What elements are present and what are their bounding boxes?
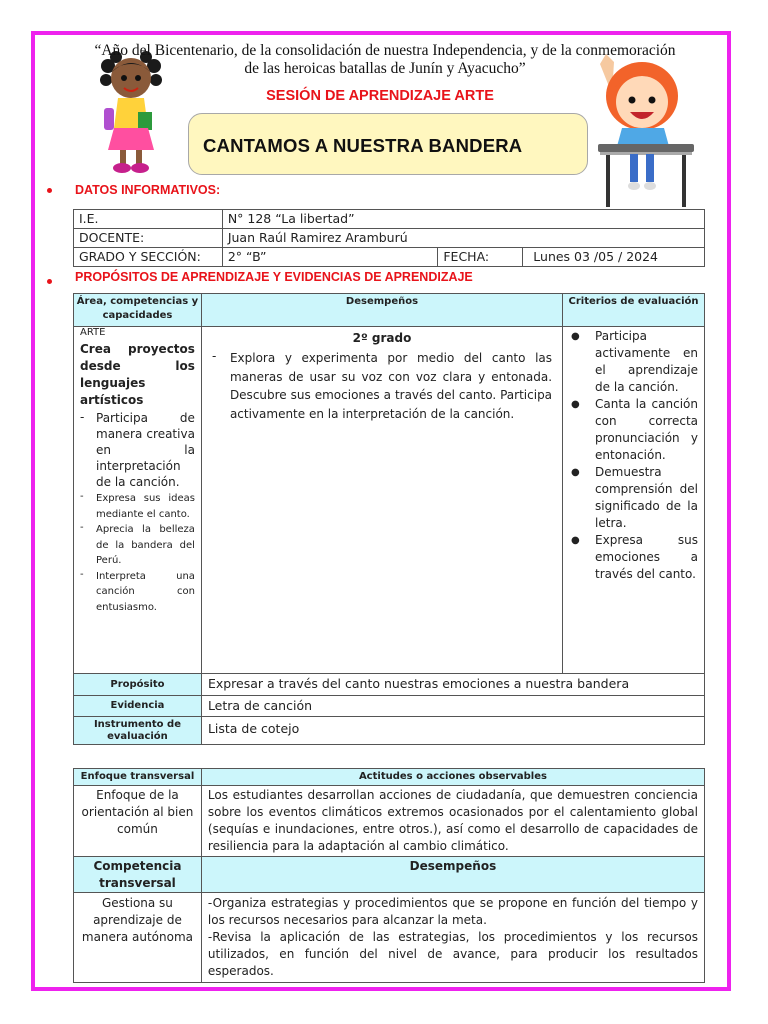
table-row xyxy=(74,229,705,248)
instrumento-value: Lista de cotejo xyxy=(201,717,704,745)
instrumento-label: Instrumento de evaluación xyxy=(74,717,202,745)
competencia-text: Crea proyectos desde los lenguajes artísticos xyxy=(80,342,195,407)
desempenos-cell xyxy=(201,327,562,674)
table-row xyxy=(74,327,705,674)
table-row xyxy=(74,717,705,745)
list-item: - Expresa sus ideas mediante el canto. xyxy=(80,491,195,520)
list-item: ● Canta la canción con correcta pronunciación y entonación. xyxy=(571,397,698,462)
table-header-row xyxy=(74,769,705,786)
list-item: - Aprecia la belleza de la bandera del Perú. xyxy=(80,522,195,566)
table-row xyxy=(74,893,705,983)
list-item: ● Expresa sus emociones a través del canto. xyxy=(571,533,698,581)
table-row xyxy=(74,696,705,717)
col-enfoque: Enfoque transversal xyxy=(74,769,202,786)
table-row xyxy=(74,786,705,857)
session-heading: SESIÓN DE APRENDIZAJE ARTE xyxy=(266,88,494,104)
proposito-label: Propósito xyxy=(74,674,202,696)
ie-label: I.E. xyxy=(74,210,223,229)
list-item: - Explora y experimenta por medio del canto las maneras de usar su voz con voz clara y entonada. Descubre sus emociones a través del canto. Participa activamente en la interpretación de la canción. xyxy=(211,349,553,421)
evidencia-label: Evidencia xyxy=(74,696,202,717)
bullet-dot xyxy=(47,279,52,284)
table-row xyxy=(74,210,705,229)
bullet-dot xyxy=(47,188,52,193)
fecha-label: FECHA: xyxy=(438,248,523,267)
desempenos-value xyxy=(201,893,704,983)
evidencia-value: Letra de canción xyxy=(201,696,704,717)
grado-value: 2° “B” xyxy=(222,248,438,267)
grado-subheading: 2º grado xyxy=(352,331,412,345)
area-label: ARTE xyxy=(80,327,106,338)
table-row xyxy=(74,857,705,893)
grado-label: GRADO Y SECCIÓN: xyxy=(74,248,223,267)
col-criterios: Criterios de evaluación xyxy=(563,294,705,327)
year-motto: “Año del Bicentenario, de la consolidación de nuestra Independencia, y de la conmemoración de las heroicas batallas de Junín y Ayacucho” xyxy=(94,42,676,77)
datos-table xyxy=(73,209,705,267)
enfoque-table xyxy=(73,768,705,983)
table-header-row xyxy=(74,294,705,327)
list-item: - Participa de manera creativa en la interpretación de la canción. xyxy=(80,410,195,489)
datos-heading: DATOS INFORMATIVOS: xyxy=(75,183,221,197)
desempeno-item: -Organiza estrategias y procedimientos que se propone en función del tiempo y los recursos necesarios para alcanzar la meta. xyxy=(207,896,698,927)
propositos-heading: PROPÓSITOS DE APRENDIZAJE Y EVIDENCIAS DE APRENDIZAJE xyxy=(75,270,473,284)
col-desempenos: Desempeños xyxy=(201,294,562,327)
competencia-label: Competencia transversal xyxy=(74,857,202,893)
table-row xyxy=(74,674,705,696)
fecha-value: Lunes 03 /05 / 2024 xyxy=(523,248,705,267)
criterios-cell xyxy=(563,327,705,674)
session-title: CANTAMOS A NUESTRA BANDERA xyxy=(203,135,523,156)
docente-label: DOCENTE: xyxy=(74,229,223,248)
table-row xyxy=(74,248,705,267)
col-area: Área, competencias y capacidades xyxy=(74,294,202,327)
list-item: ● Participa activamente en el aprendizaje de la canción. xyxy=(571,329,698,394)
desempenos-label: Desempeños xyxy=(201,857,704,893)
docente-value: Juan Raúl Ramirez Aramburú xyxy=(222,229,704,248)
actitudes-value: Los estudiantes desarrollan acciones de ciudadanía, que demuestren conciencia sobre los eventos climáticos extremos ocasionados por el calentamiento global (sequías e inundaciones, entre otros.), así como el desarrollo de capacidades de resiliencia para la adaptación al cambio climático. xyxy=(201,786,704,857)
title-box xyxy=(188,113,588,175)
proposito-value: Expresar a través del canto nuestras emociones a nuestra bandera xyxy=(201,674,704,696)
propositos-table xyxy=(73,293,705,745)
list-item: - Interpreta una canción con entusiasmo. xyxy=(80,568,195,613)
desempeno-item: -Revisa la aplicación de las estrategias, los procedimientos y los recursos utilizados, en función del nivel de avance, para producir los resultados esperados. xyxy=(207,930,698,978)
col-actitudes: Actitudes o acciones observables xyxy=(201,769,704,786)
ie-value: N° 128 “La libertad” xyxy=(222,210,704,229)
list-item: ● Demuestra comprensión del significado de la letra. xyxy=(571,465,698,530)
enfoque-value: Enfoque de la orientación al bien común xyxy=(74,786,202,857)
competencia-value: Gestiona su aprendizaje de manera autónoma xyxy=(74,893,202,983)
area-cell xyxy=(74,327,202,674)
